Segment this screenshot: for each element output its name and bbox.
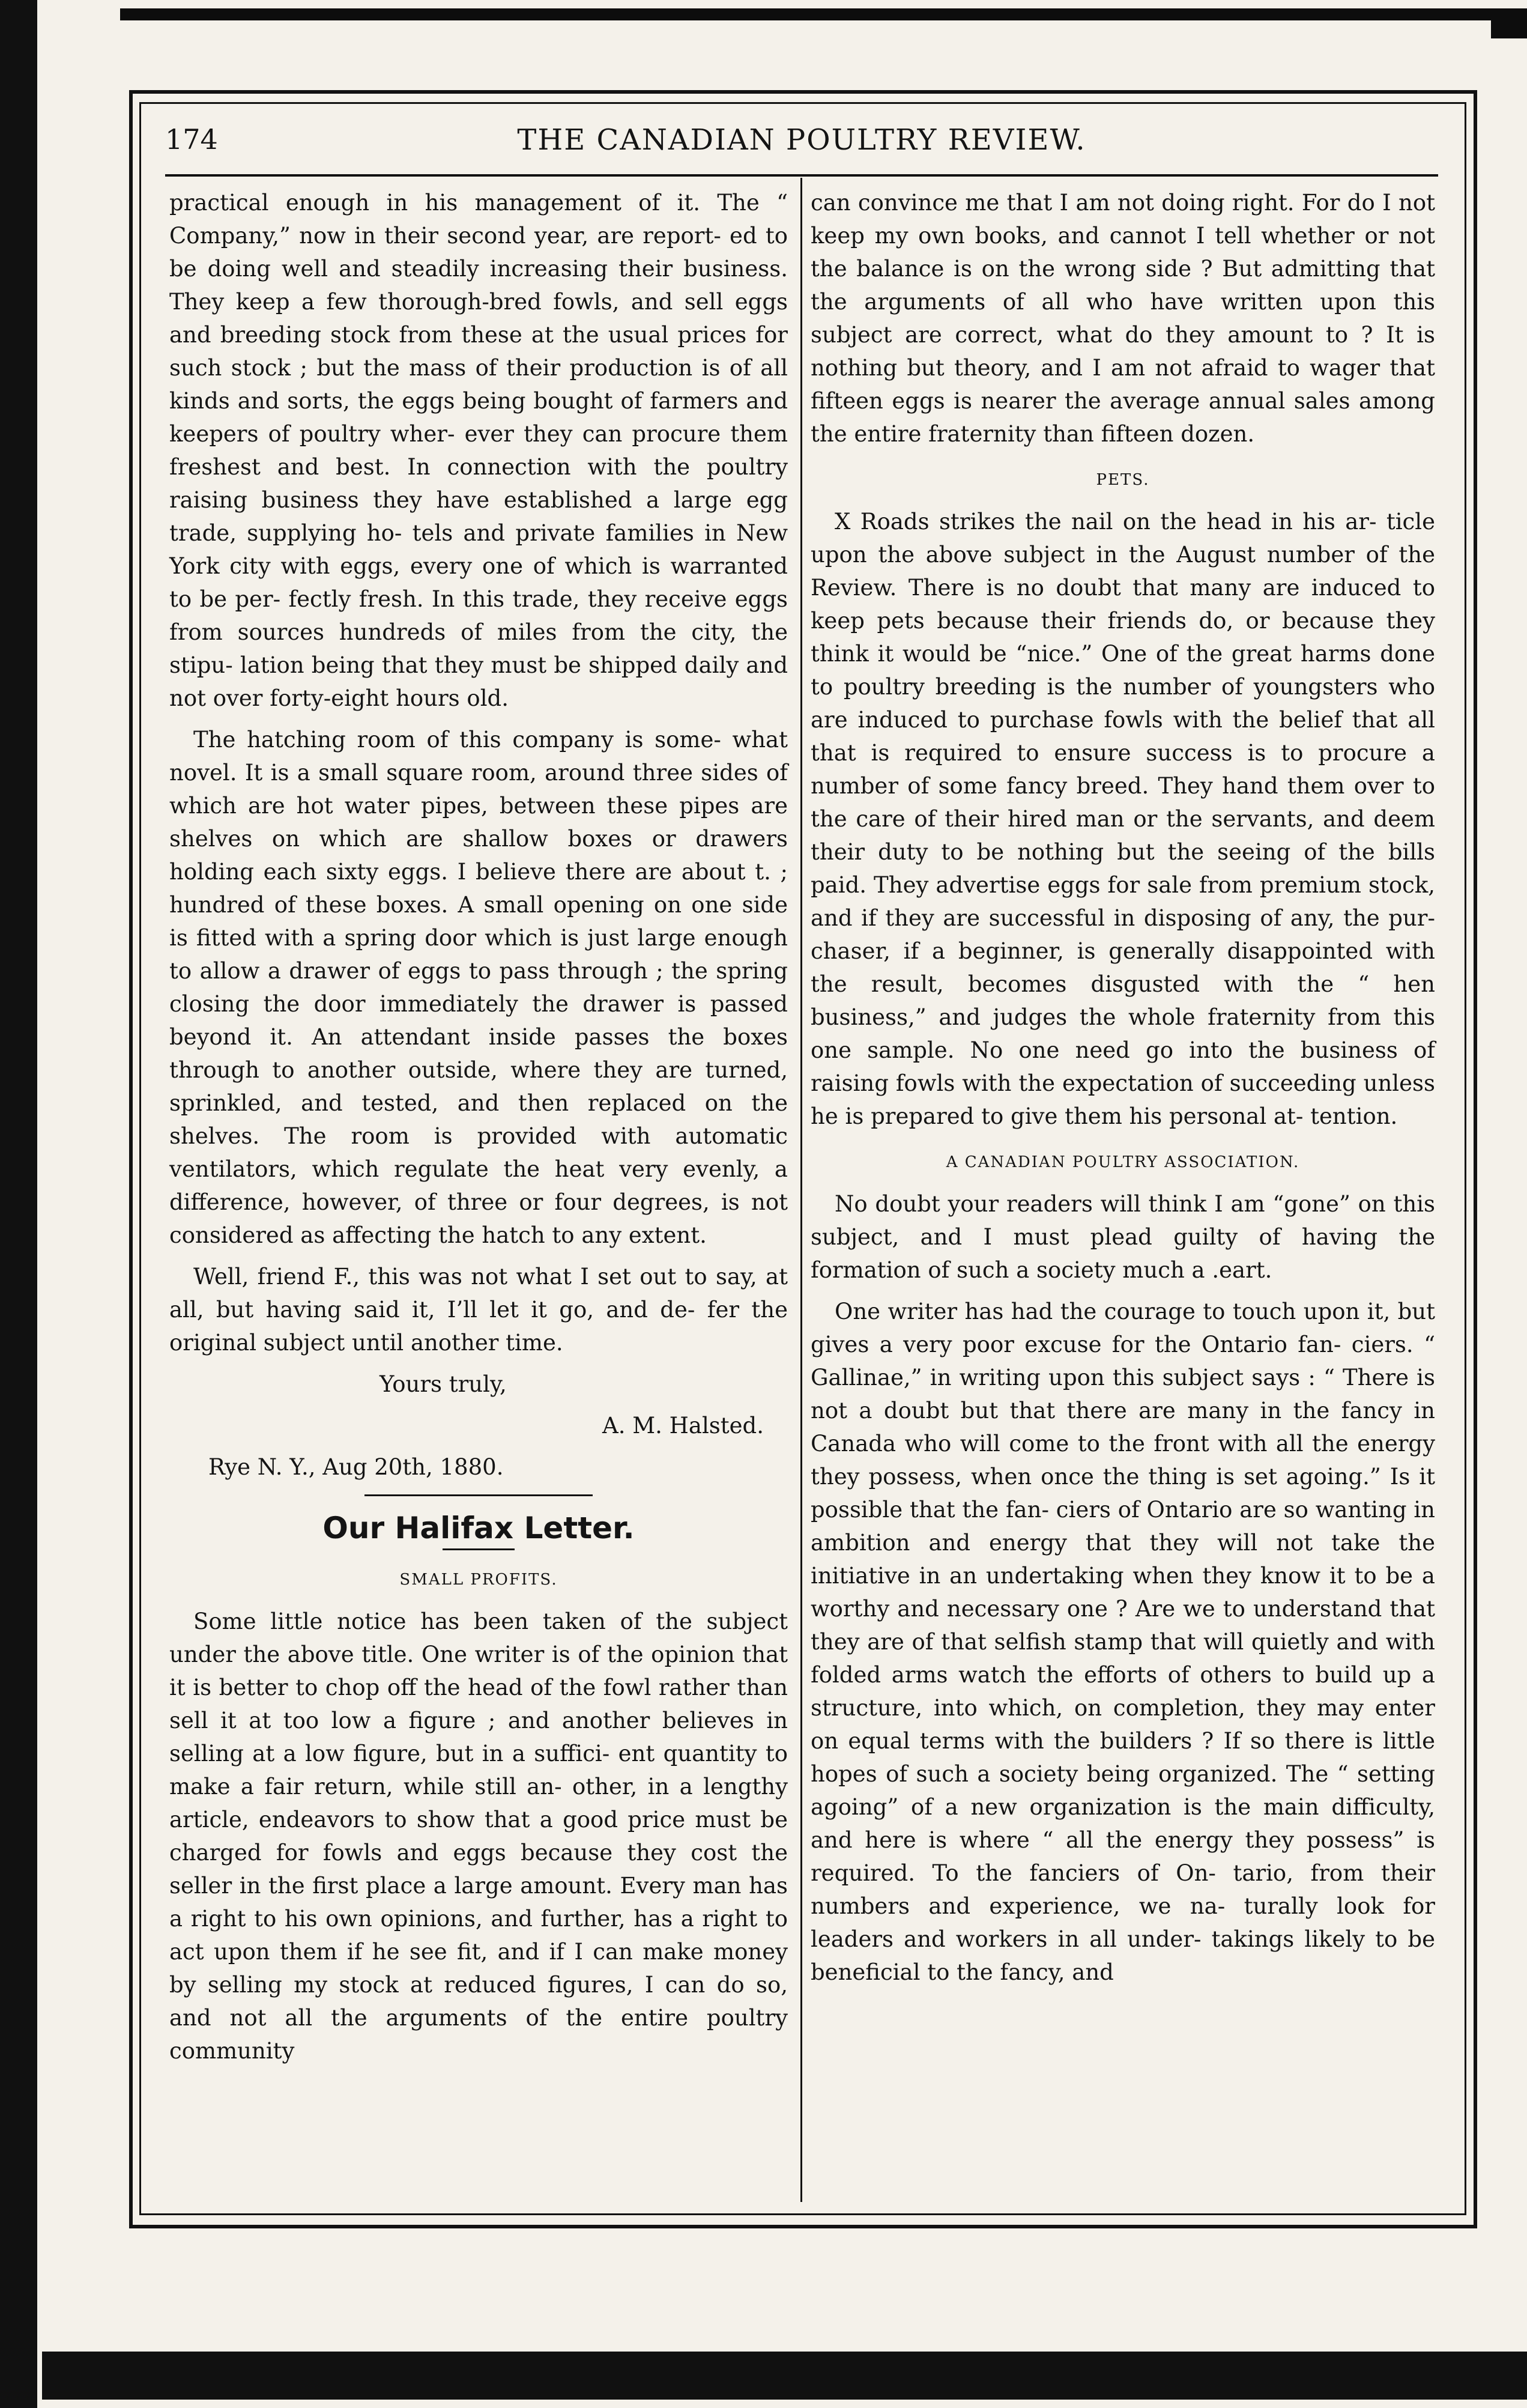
top-edge-rule: [120, 8, 1527, 20]
page-header: [165, 123, 1438, 165]
paragraph: Well, friend F., this was not what I set out to say, at all, but having said it, I’ll let it go, and de- fer the original subject until another time.: [169, 1264, 788, 1356]
ornament-divider: [364, 1494, 593, 1501]
letter-signature: A. M. Halsted.: [602, 1413, 764, 1439]
article-title: Our Halifax Letter.: [322, 1511, 635, 1545]
paragraph: can convince me that I am not doing right. For do I not keep my own books, and cannot I tell whether or not the balance is on the wrong side ? But admitting that the arguments of all who have written upon this subject are correct, what do they amount to ? It is nothing but theory, and I am not afraid to wager that fifteen eggs is nearer the average annual sales among the entire fraternity than fifteen dozen.: [811, 190, 1435, 447]
section-heading: SMALL PROFITS.: [399, 1571, 558, 1589]
right-column: [811, 186, 1435, 1989]
paragraph: No doubt your readers will think I am “gone” on this subject, and I must plead guilty of having the formation of such a society much a .eart.: [811, 1191, 1435, 1283]
top-edge-tab: [1491, 14, 1527, 38]
letter-place-date: Rye N. Y., Aug 20th, 1880.: [208, 1454, 504, 1480]
paragraph: One writer has had the courage to touch upon it, but gives a very poor excuse for the Ontario fan- ciers. “ Gallinae,” in writing upon this subject says : “ There is not a doubt but that there are many in the fancy in Canada who will come to the front with all the energy they possess, when once the thing is set agoing.” Is it possible that the fan- ciers of Ontario are so wanting in ambition and energy that they will not take the initiative in an undertaking when they know it to be a worthy and necessary one ? Are we to understand that they are of that selfish stamp that will quietly and with folded arms watch the efforts of others to build up a structure, into which, on completion, they may enter on equal terms with the builders ? If so there is little hopes of such a society being organized. The “ setting agoing” of a new organization is the main difficulty, and here is where “ all the energy they possess” is required. To the fanciers of On- tario, from their numbers and experience, we na- turally look for leaders and workers in all under- takings likely to be beneficial to the fancy, and: [811, 1299, 1435, 1985]
column-divider: [800, 178, 802, 2202]
page-number: 174: [165, 123, 218, 156]
paragraph: X Roads strikes the nail on the head in his ar- ticle upon the above subject in the August number of the Review. There is no doubt that many are induced to keep pets because their friends do, or because they think it would be “nice.” One of the great harms done to poultry breeding is the number of youngsters who are induced to purchase fowls with the belief that all that is required to ensure success is to procure a number of some fancy breed. They hand them over to the care of their hired man or the servants, and deem their duty to be nothing but the seeing of the bills paid. They advertise eggs for sale from premium stock, and if they are successful in disposing of any, the pur- chaser, if a beginner, is generally disappointed with the result, becomes disgusted with the “ hen business,” and judges the whole fraternity from this one sample. No one need go into the business of raising fowls with the expectation of succeeding unless he is prepared to give them his personal at- tention.: [811, 509, 1435, 1129]
section-heading: PETS.: [1096, 471, 1150, 489]
letter-closing: Yours truly,: [379, 1371, 507, 1397]
page-left-edge-shadow: [0, 0, 37, 2408]
section-heading: A CANADIAN POULTRY ASSOCIATION.: [946, 1153, 1300, 1171]
paragraph: The hatching room of this company is some- what novel. It is a small square room, around three sides of which are hot water pipes, between these pipes are shelves on which are shallow boxes or drawers holding each sixty eggs. I believe there are about t. ; hundred of these boxes. A small opening on one side is fitted with a spring door which is just large enough to allow a drawer of eggs to pass through ; the spring closing the door immediately the drawer is passed beyond it. An attendant inside passes the boxes through to another outside, where they are turned, sprinkled, and tested, and then replaced on the shelves. The room is provided with automatic ventilators, which regulate the heat very evenly, a difference, however, of three or four degrees, is not considered as affecting the hatch to any extent.: [169, 727, 788, 1248]
running-title: THE CANADIAN POULTRY REVIEW.: [517, 123, 1086, 157]
bottom-edge-rule: [42, 2352, 1527, 2400]
left-column: [169, 186, 788, 2067]
title-underline: [443, 1548, 515, 1550]
paragraph: practical enough in his management of it. The “ Company,” now in their second year, are report- ed to be doing well and steadily increasing their business. They keep a few thorough-bred fowls, and sell eggs and breeding stock from these at the usual prices for such stock ; but the mass of their production is of all kinds and sorts, the eggs being bought of farmers and keepers of poultry wher- ever they can procure them freshest and best. In connection with the poultry raising business they have established a large egg trade, supplying ho- tels and private families in New York city with eggs, every one of which is warranted to be per- fectly fresh. In this trade, they receive eggs from sources hundreds of miles from the city, the stipu- lation being that they must be shipped daily and not over forty-eight hours old.: [169, 190, 788, 711]
header-rule: [165, 174, 1438, 177]
paragraph: Some little notice has been taken of the subject under the above title. One writer is of the opinion that it is better to chop off the head of the fowl rather than sell it at too low a figure ; and another believes in selling at a low figure, but in a suffici- ent quantity to make a fair return, while still an- other, in a lengthy article, endeavors to show that a good price must be charged for fowls and eggs because they cost the seller in the first place a large amount. Every man has a right to his own opinions, and further, has a right to act upon them if he see fit, and if I can make money by selling my stock at reduced figures, I can do so, and not all the arguments of the entire poultry community: [169, 1609, 788, 2064]
